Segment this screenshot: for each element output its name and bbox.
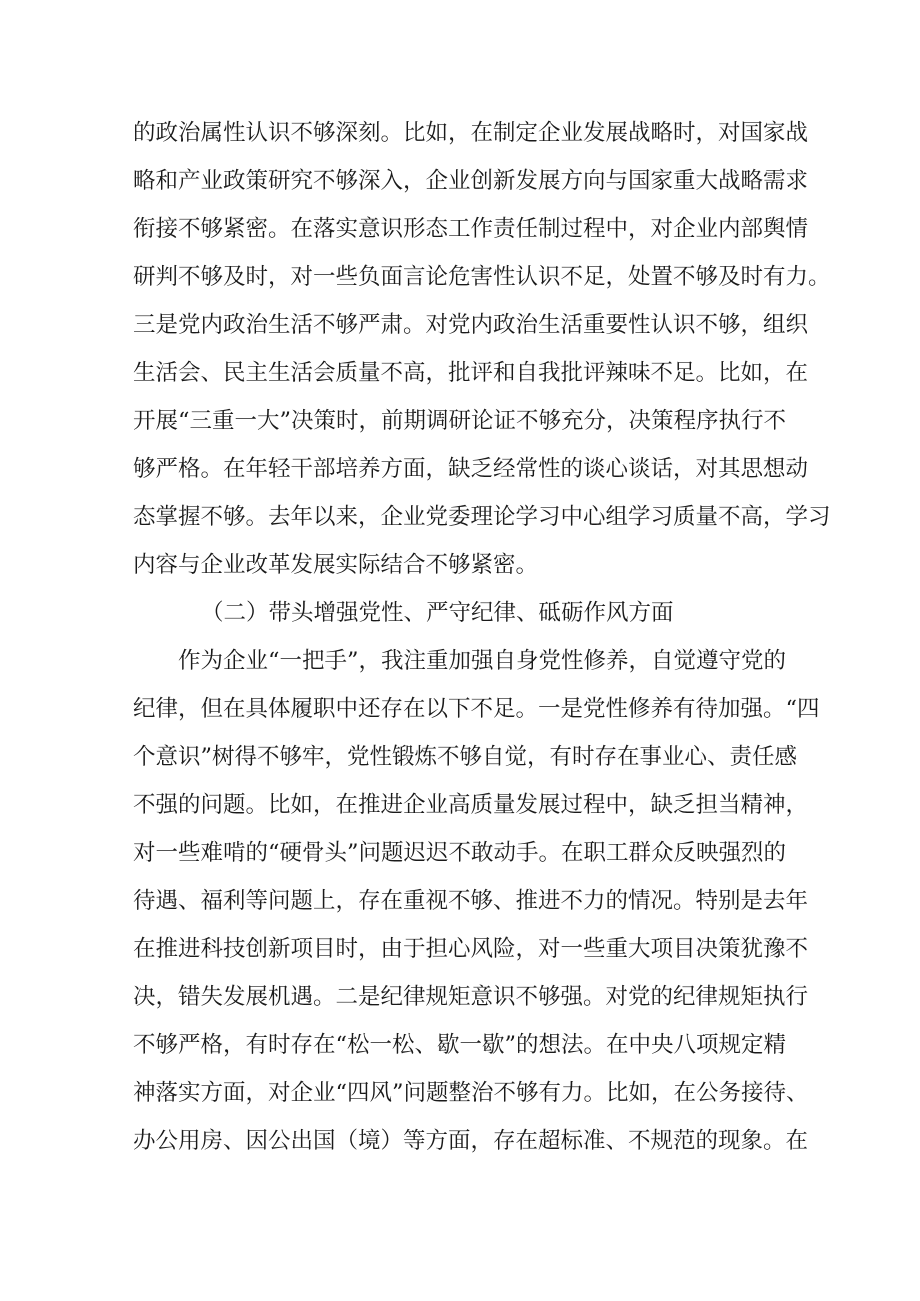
text-line: 够严格。在年轻干部培养方面，缺乏经常性的谈心谈话，对其思想动 xyxy=(133,456,809,482)
text-line: 态掌握不够。去年以来，企业党委理论学习中心组学习质量不高，学习 xyxy=(133,504,831,530)
text-line: 待遇、福利等问题上，存在重视不够、推进不力的情况。特别是去年 xyxy=(133,888,809,914)
text-line: 不强的问题。比如，在推进企业高质量发展过程中，缺乏担当精神， xyxy=(133,792,809,818)
text-line: 对一些难啃的“硬骨头”问题迟迟不敢动手。在职工群众反映强烈的 xyxy=(133,840,787,866)
text-line: 不够严格，有时存在“松一松、歇一歇”的想法。在中央八项规定精 xyxy=(133,1032,787,1058)
text-line: 个意识”树得不够牢，党性锻炼不够自觉，有时存在事业心、责任感 xyxy=(133,744,798,770)
text-line: 在推进科技创新项目时，由于担心风险，对一些重大项目决策犹豫不 xyxy=(133,936,809,962)
section-heading: （二）带头增强党性、严守纪律、砥砺作风方面 xyxy=(201,600,674,626)
text-line: 的政治属性认识不够深刻。比如，在制定企业发展战略时，对国家战 xyxy=(133,120,809,146)
text-line: 三是党内政治生活不够严肃。对党内政治生活重要性认识不够，组织 xyxy=(133,312,809,338)
text-line: 生活会、民主生活会质量不高，批评和自我批评辣味不足。比如，在 xyxy=(133,360,809,386)
text-line: 决，错失发展机遇。二是纪律规矩意识不够强。对党的纪律规矩执行 xyxy=(133,984,809,1010)
body-text xyxy=(133,109,831,1165)
text-line: 研判不够及时，对一些负面言论危害性认识不足，处置不够及时有力。 xyxy=(133,264,831,290)
text-line: 纪律，但在具体履职中还存在以下不足。一是党性修养有待加强。“四 xyxy=(133,696,820,722)
text-line: 神落实方面，对企业“四风”问题整治不够有力。比如，在公务接待、 xyxy=(133,1080,809,1106)
text-line: 内容与企业改革发展实际结合不够紧密。 xyxy=(133,552,539,578)
text-line: 开展“三重一大”决策时，前期调研论证不够充分，决策程序执行不 xyxy=(133,408,787,434)
paragraph-first-line: 作为企业“一把手”，我注重加强自身党性修养，自觉遵守党的 xyxy=(178,648,787,674)
text-line: 衔接不够紧密。在落实意识形态工作责任制过程中，对企业内部舆情 xyxy=(133,216,809,242)
text-line: 略和产业政策研究不够深入，企业创新发展方向与国家重大战略需求 xyxy=(133,168,809,194)
text-line: 办公用房、因公出国（境）等方面，存在超标准、不规范的现象。在 xyxy=(133,1128,809,1154)
